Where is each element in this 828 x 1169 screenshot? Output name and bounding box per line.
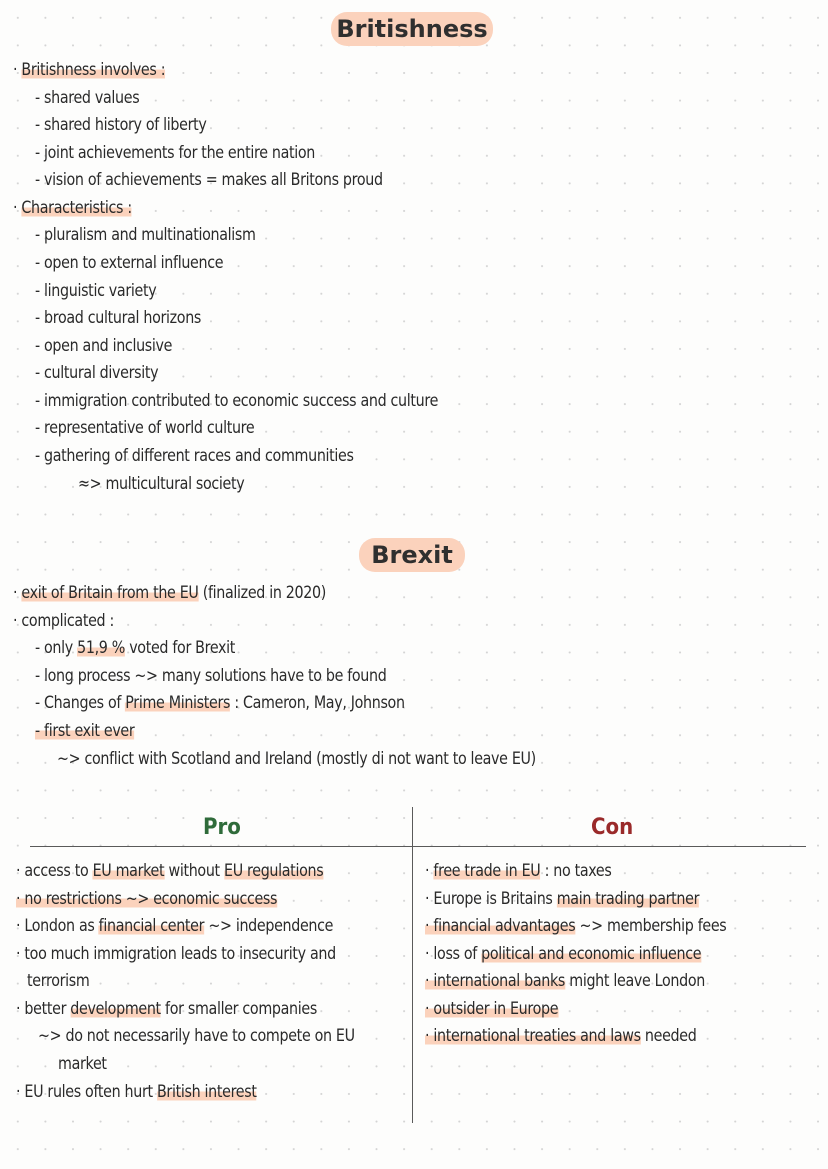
pro-item-continued: terrorism bbox=[27, 971, 90, 991]
con-item: · Europe is Britains main trading partner bbox=[425, 889, 700, 909]
pro-item: · no restrictions ~> economic success bbox=[16, 889, 278, 909]
list-item: - immigration contributed to economic success and culture bbox=[35, 391, 439, 411]
brexit-complicated: · complicated : bbox=[13, 611, 114, 631]
con-item: · free trade in EU : no taxes bbox=[425, 861, 612, 881]
con-item: · loss of political and economic influence bbox=[425, 944, 702, 964]
pro-item: · too much immigration leads to insecurity and bbox=[16, 944, 336, 964]
britishness-involves-label: · Britishness involves : bbox=[13, 60, 166, 80]
con-item: · financial advantages ~> membership fees bbox=[425, 916, 727, 936]
pro-header: Pro bbox=[203, 815, 241, 840]
list-item: - gathering of different races and communities bbox=[35, 446, 354, 466]
brexit-title: Brexit bbox=[359, 538, 465, 572]
list-item: ~> conflict with Scotland and Ireland (mostly di not want to leave EU) bbox=[57, 749, 536, 769]
list-item: - Changes of Prime Ministers : Cameron, May, Johnson bbox=[35, 693, 405, 713]
conclusion: ≈> multicultural society bbox=[78, 474, 245, 494]
con-item: · international treaties and laws needed bbox=[425, 1026, 697, 1046]
list-item: - vision of achievements = makes all Britons proud bbox=[35, 170, 383, 190]
pro-item: · EU rules often hurt British interest bbox=[16, 1082, 257, 1102]
pro-item: · access to EU market without EU regulations bbox=[16, 861, 324, 881]
list-item: - pluralism and multinationalism bbox=[35, 225, 256, 245]
list-item: - shared history of liberty bbox=[35, 115, 207, 135]
list-item: - first exit ever bbox=[35, 721, 135, 741]
pro-item: · better development for smaller companies bbox=[16, 999, 317, 1019]
list-item: - open and inclusive bbox=[35, 336, 173, 356]
con-item: · outsider in Europe bbox=[425, 999, 559, 1019]
britishness-title: Britishness bbox=[331, 12, 493, 46]
pro-item: · London as financial center ~> independence bbox=[16, 916, 334, 936]
pro-item: ~> do not necessarily have to compete on EU bbox=[38, 1026, 355, 1046]
list-item: - representative of world culture bbox=[35, 418, 255, 438]
list-item: - only 51,9 % voted for Brexit bbox=[35, 638, 236, 658]
con-header: Con bbox=[591, 815, 634, 840]
table-vertical-divider bbox=[412, 807, 413, 1123]
table-horizontal-divider bbox=[30, 846, 806, 847]
list-item: - joint achievements for the entire nation bbox=[35, 143, 316, 163]
list-item: - long process ~> many solutions have to be found bbox=[35, 666, 387, 686]
pro-item-continued: market bbox=[58, 1054, 107, 1074]
list-item: - open to external influence bbox=[35, 253, 224, 273]
list-item: - cultural diversity bbox=[35, 363, 159, 383]
brexit-exit: · exit of Britain from the EU (finalized in 2020) bbox=[13, 583, 327, 603]
list-item: - broad cultural horizons bbox=[35, 308, 202, 328]
list-item: - shared values bbox=[35, 88, 140, 108]
list-item: - linguistic variety bbox=[35, 281, 157, 301]
characteristics-label: · Characteristics : bbox=[13, 198, 132, 218]
con-item: · international banks might leave London bbox=[425, 971, 705, 991]
